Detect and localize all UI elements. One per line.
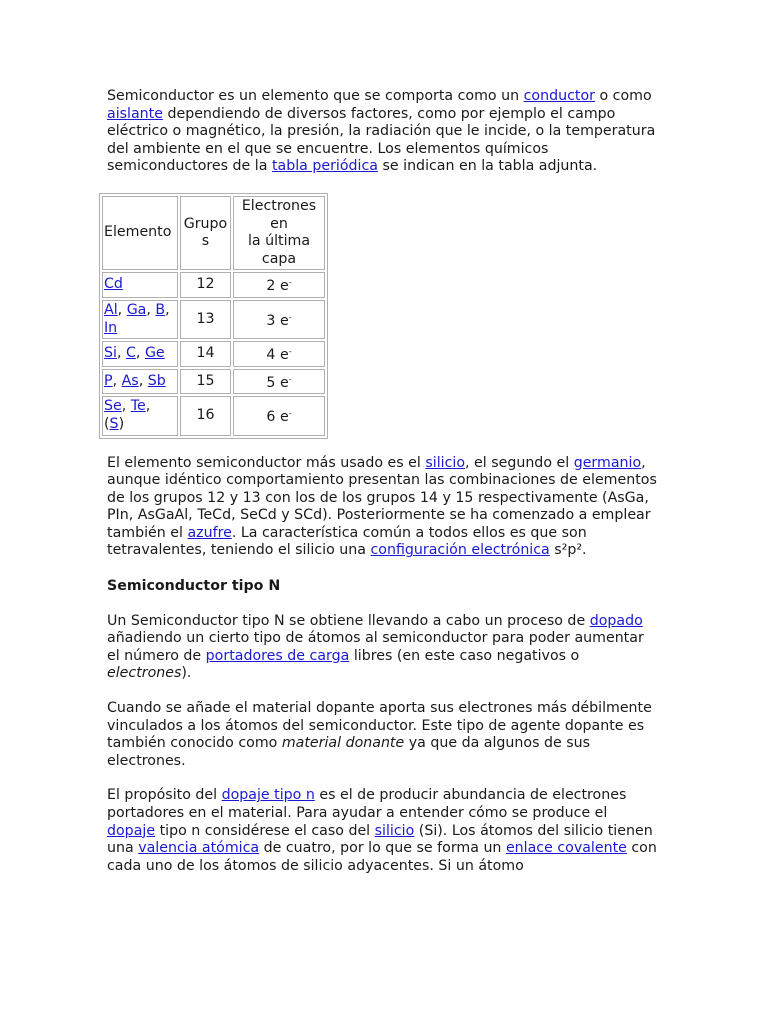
text: El propósito del — [107, 787, 222, 804]
electrons-value: 5 e — [266, 374, 289, 391]
element-link[interactable]: Te — [130, 398, 146, 415]
element-link[interactable]: Si — [104, 345, 117, 362]
superscript-minus: - — [288, 409, 292, 419]
text: Un Semiconductor tipo N se obtiene llevando a cabo un proceso de — [107, 612, 590, 629]
element-link[interactable]: Se — [104, 398, 122, 415]
element-link[interactable]: Sb — [147, 372, 166, 389]
element-link[interactable]: Ga — [126, 301, 147, 318]
text: Semiconductor es un elemento que se comporta como un — [107, 88, 524, 104]
element-link[interactable]: Ge — [144, 345, 165, 362]
link-enlace-covalente[interactable]: enlace covalente — [505, 840, 627, 857]
text: ya que da algunos de sus electrones. — [107, 735, 591, 769]
section-heading: Semiconductor tipo N — [107, 578, 281, 595]
header-electrones-line1: Electrones — [241, 197, 317, 214]
article — [104, 88, 659, 875]
element-link[interactable]: Cd — [104, 276, 123, 293]
electrons-cell — [233, 396, 325, 435]
header-grupos-line1: Grupo — [183, 215, 228, 232]
header-grupos-line2: s — [201, 233, 210, 250]
paragraph-dopante — [107, 700, 659, 770]
header-grupos — [180, 196, 231, 270]
element-cell — [102, 272, 178, 298]
emphasis-electrones: electrones — [107, 665, 182, 682]
text: ). — [181, 665, 192, 682]
superscript-minus: - — [288, 312, 292, 322]
element-link[interactable]: P — [104, 372, 113, 389]
group-cell: 13 — [180, 300, 231, 339]
table-row — [102, 272, 325, 298]
text: libres (en este caso negativos o — [349, 647, 580, 664]
text: añadiendo un cierto tipo de átomos al semiconductor para poder aumentar el número de — [107, 630, 644, 664]
link-portadores-de-carga[interactable]: portadores de carga — [205, 647, 350, 664]
text: con cada uno de los átomos de silicio adyacentes. Si un átomo — [107, 840, 657, 874]
header-elemento: Elemento — [102, 196, 178, 270]
text: . La característica común a todos ellos es que son tetravalentes, teniendo el silicio una — [107, 524, 587, 559]
element-link[interactable]: C — [125, 345, 136, 362]
electrons-cell — [233, 300, 325, 339]
text: El elemento semiconductor más usado es el — [107, 454, 426, 471]
group-cell: 12 — [180, 272, 231, 298]
element-cell: Se, Te, (S) — [102, 396, 178, 435]
paragraph-silicio — [107, 455, 659, 561]
paragraph-proposito — [107, 787, 659, 875]
text: , aunque idéntico comportamiento presentan las combinaciones de elementos de los grupos 12 y 13 con los de los grupos 14 y 15 respectivamente (AsGa, PIn, AsGaAl, TeCd, SeCd y SCd). Posteriormente se ha comenzado a emplear también el — [107, 454, 657, 541]
link-configuracion-electronica[interactable]: configuración electrónica — [370, 542, 550, 559]
header-electrones-line4: capa — [261, 250, 297, 267]
emphasis-material-donante: material donante — [281, 735, 405, 752]
superscript-minus: - — [288, 278, 292, 288]
electrons-cell — [233, 272, 325, 298]
element-link[interactable]: In — [104, 319, 118, 336]
electrons-value: 4 e — [266, 347, 289, 364]
intro-paragraph — [107, 88, 659, 176]
text: tipo n considérese el caso del — [155, 822, 375, 839]
link-conductor[interactable]: conductor — [523, 88, 595, 104]
element-link[interactable]: As — [121, 372, 139, 389]
element-link[interactable]: B — [155, 301, 166, 318]
element-cell: Al, Ga, B, In — [102, 300, 178, 339]
group-cell: 15 — [180, 369, 231, 395]
link-aislante[interactable]: aislante — [107, 105, 163, 122]
header-electrones-line3: la última — [247, 233, 311, 250]
element-cell: P, As, Sb — [102, 369, 178, 395]
text: o como — [594, 88, 652, 104]
text: s²p². — [549, 542, 587, 559]
electrons-cell — [233, 369, 325, 395]
link-dopaje[interactable]: dopaje — [107, 822, 156, 839]
header-electrones — [233, 196, 325, 270]
header-electrones-line2: en — [270, 215, 288, 232]
link-silicio[interactable]: silicio — [425, 454, 465, 471]
link-dopaje-tipo-n[interactable]: dopaje tipo n — [221, 787, 315, 804]
text: dependiendo de diversos factores, como por ejemplo el campo eléctrico o magnético, la presión, la radiación que le incide, o la temperatura del ambiente en el que se encuentre. Los elementos químicos semiconductores de la — [107, 105, 656, 175]
group-cell: 14 — [180, 341, 231, 367]
electrons-value: 2 e — [266, 278, 289, 295]
text: se indican en la tabla adjunta. — [377, 158, 598, 175]
text: (Si). Los átomos del silicio tienen una — [107, 822, 653, 857]
table-row — [102, 300, 325, 339]
element-cell: Si, C, Ge — [102, 341, 178, 367]
table-row — [102, 341, 325, 367]
table-header-row — [102, 196, 325, 270]
link-valencia-atomica[interactable]: valencia atómica — [138, 840, 260, 857]
element-link[interactable]: Al — [104, 301, 118, 318]
text: , el segundo el — [465, 454, 574, 471]
electrons-value: 6 e — [266, 409, 289, 426]
element-link[interactable]: S — [109, 415, 119, 432]
text: de cuatro, por lo que se forma un — [259, 840, 506, 857]
table-row — [102, 396, 325, 435]
superscript-minus: - — [288, 347, 292, 357]
link-germanio[interactable]: germanio — [573, 454, 642, 471]
group-cell: 16 — [180, 396, 231, 435]
superscript-minus: - — [288, 374, 292, 384]
electrons-value: 3 e — [266, 312, 289, 329]
link-silicio[interactable]: silicio — [374, 822, 415, 839]
link-tabla-periodica[interactable]: tabla periódica — [271, 158, 378, 175]
electrons-cell — [233, 341, 325, 367]
link-dopado[interactable]: dopado — [589, 612, 643, 629]
text: es el de producir abundancia de electrones portadores en el material. Para ayudar a entender cómo se produce el — [107, 787, 627, 821]
text: Cuando se añade el material dopante aporta sus electrones más débilmente vinculados a los átomos del semiconductor. Este tipo de agente dopante es también conocido como — [107, 700, 652, 752]
elements-table — [99, 193, 328, 439]
paragraph-tipo-n — [107, 613, 659, 683]
table-row — [102, 369, 325, 395]
link-azufre[interactable]: azufre — [187, 524, 232, 541]
